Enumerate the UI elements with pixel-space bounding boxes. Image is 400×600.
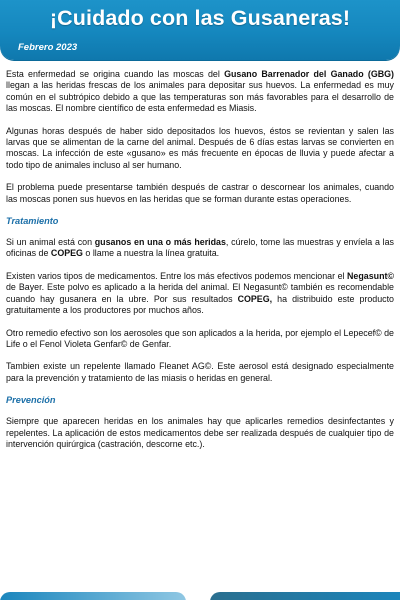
footer-photo-right xyxy=(210,592,400,600)
tratamiento-paragraph-1 xyxy=(6,237,394,260)
text-run: Existen varios tipos de medicamentos. Entre los más efectivos podemos mencionar el xyxy=(6,270,348,281)
bold-term-gbg: Gusano Barrenador del Ganado (GBG) xyxy=(224,69,394,79)
bold-term-gusanos: gusanos en una o más heridas xyxy=(94,237,226,248)
bold-term-copeg: COPEG, xyxy=(237,293,273,304)
section-heading-tratamiento: Tratamiento xyxy=(6,216,59,227)
tratamiento-paragraph-4: Tambien existe un repelente llamado Fleanet AG©. Este aerosol está designado especialmente para la prevención y tratamiento de las miasis o heridas en general. xyxy=(6,361,394,383)
footer-image-strip xyxy=(0,586,400,600)
text-run: ha distribuido este producto gratuitamente a los productores por muchos años. xyxy=(6,293,394,316)
header-banner xyxy=(0,0,400,60)
intro-paragraph-3: El problema puede presentarse también después de castrar o descornear los animales, cuando las moscas ponen sus huevos en las heridas que se forman durante estas operaciones. xyxy=(6,182,394,204)
text-run: , cúrelo, tome las muestras y envíela a las oficinas de xyxy=(6,237,394,259)
issue-date: Febrero 2023 xyxy=(18,42,78,53)
bold-term-negasunt: Negasunt© xyxy=(347,270,394,281)
tratamiento-paragraph-3: Otro remedio efectivo son los aerosoles que son aplicados a la herida, por ejemplo el Lepecef© de Life o el Fenol Violeta Genfar© de Genfar. xyxy=(6,327,394,349)
footer-photo-left xyxy=(0,592,186,600)
page-title: ¡Cuidado con las Gusaneras! xyxy=(49,6,351,30)
intro-paragraph-2: Algunas horas después de haber sido depositados los huevos, éstos se revientan y salen las larvas que se alimentan de la carne del animal. Después de 6 días estas larvas se convierten en moscas. La infección de este «gusano» es más frecuente en épocas de lluvia y puede afectar a todo tipo de animales incluso al ser humano. xyxy=(6,125,394,170)
text-run: de Bayer. Este polvo es aplicado a la herida del animal. El Negasunt© también es recomendable cuando hay gusanera en la ubre. Por sus resultados xyxy=(6,282,394,304)
text-run: llegan a las heridas frescas de los animales para depositar sus huevos. La enfermedad es muy común en el subtrópico debido a que las temperaturas son más favorables para el desarrollo de las moscas. El nombre científico de esta enfermedad es Miasis. xyxy=(6,80,394,114)
bold-term-copeg: COPEG xyxy=(50,248,83,259)
text-run: Si un animal está con xyxy=(6,237,95,248)
tratamiento-paragraph-2 xyxy=(6,271,394,317)
prevencion-paragraph-1: Siempre que aparecen heridas en los animales hay que aplicarles remedios desinfectantes y repelentes. La aplicación de estos medicamentos debe ser realizada después de cualquier tipo de intervención quirúrgica (castración, descorne etc.). xyxy=(6,416,394,449)
section-heading-prevencion: Prevención xyxy=(6,395,56,406)
intro-paragraph-1 xyxy=(6,69,394,115)
text-run: o llame a nuestra la línea gratuita. xyxy=(82,248,220,259)
text-run: Esta enfermedad se origina cuando las moscas del xyxy=(6,69,225,79)
article-body xyxy=(6,69,394,461)
